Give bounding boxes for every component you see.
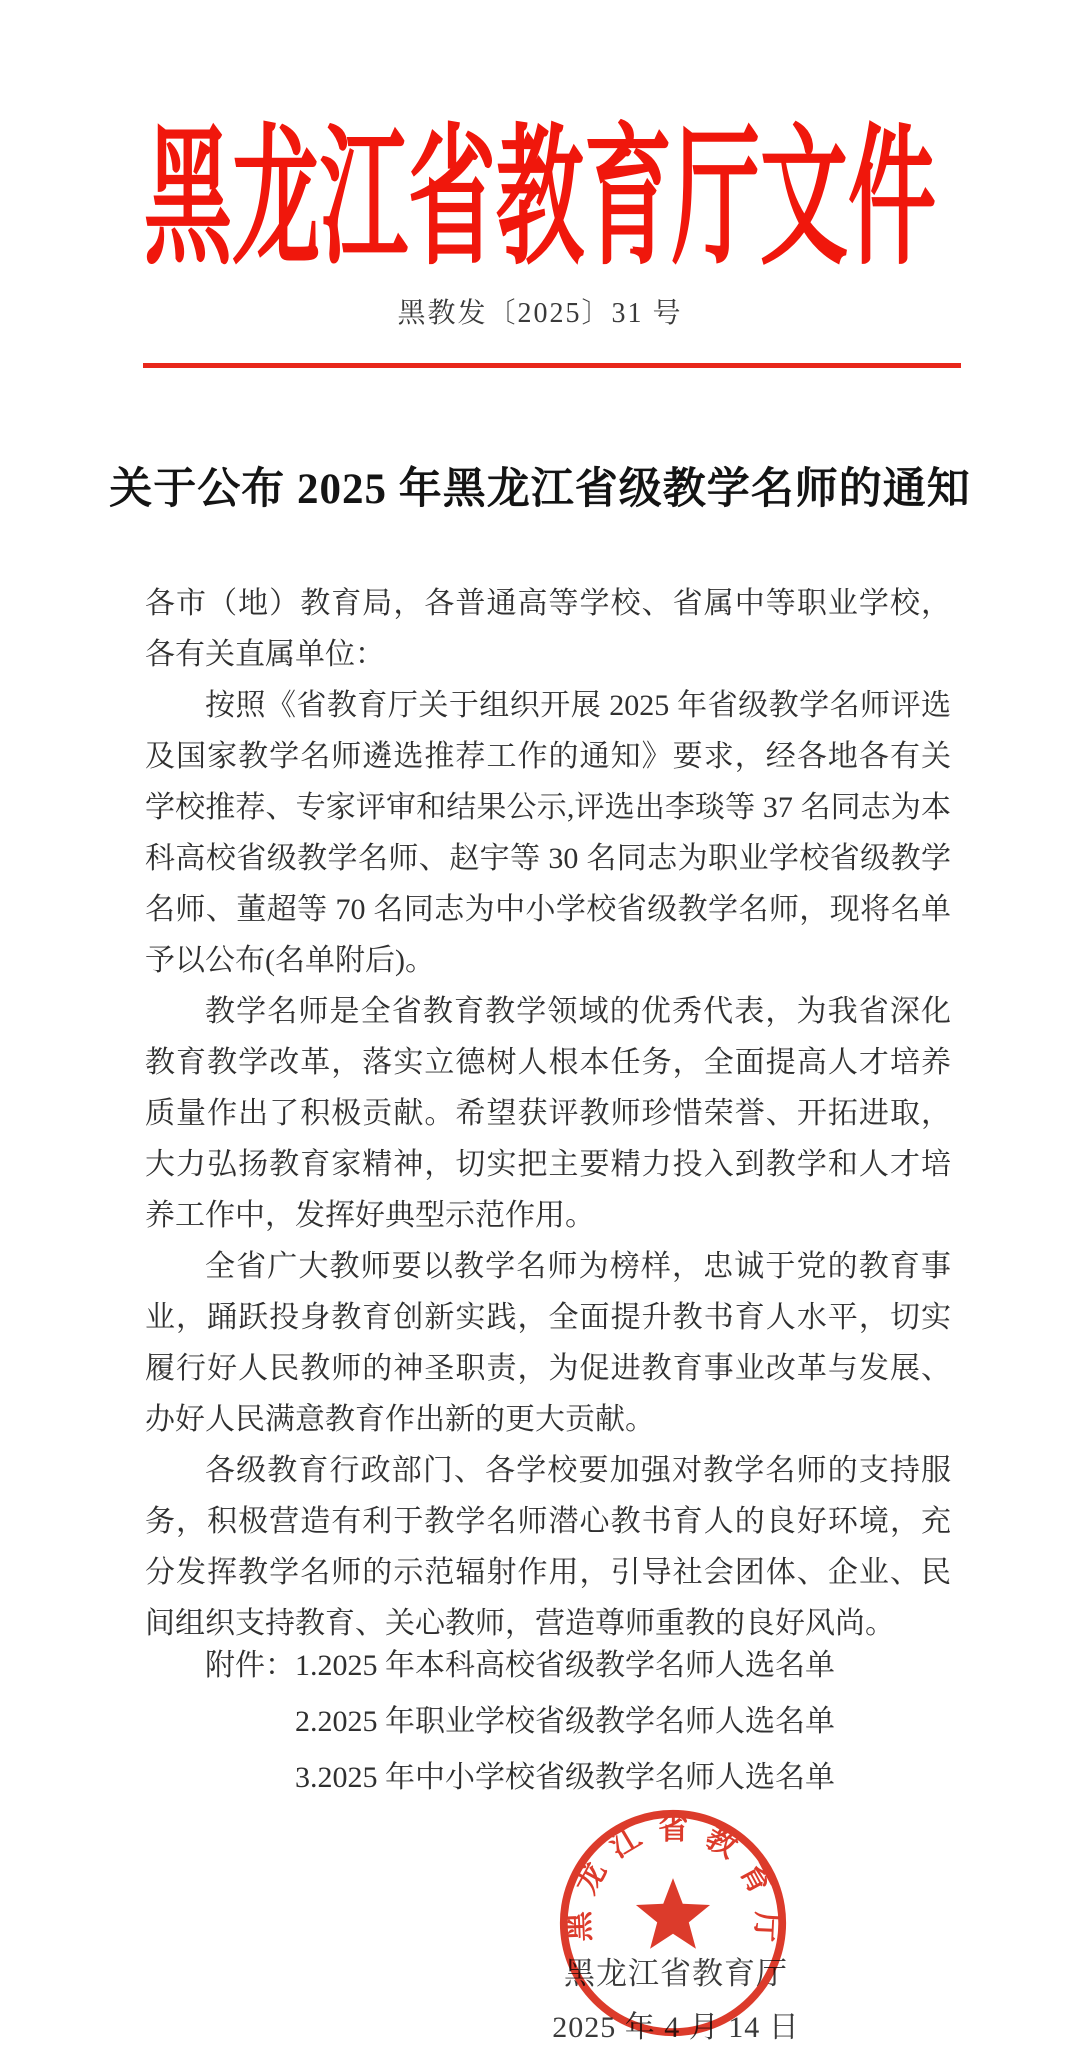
star-icon	[636, 1878, 710, 1949]
attachment-line-1	[205, 1638, 965, 1694]
attachment-item-1: 1.2025 年本科高校省级教学名师人选名单	[295, 1649, 835, 1682]
masthead-divider-rule	[143, 363, 961, 368]
seal-ring-text: 黑龙江省教育厅	[561, 1811, 785, 1943]
doc-number: 黑教发〔2025〕31 号	[397, 298, 683, 329]
doc-title: 关于公布 2025 年黑龙江省级教学名师的通知	[109, 466, 971, 513]
salutation: 各市（地）教育局，各普通高等学校、省属中等职业学校，各有关直属单位：	[145, 587, 951, 671]
attachment-item-2: 2.2025 年职业学校省级教学名师人选名单	[295, 1705, 835, 1738]
doc-body	[145, 578, 951, 1649]
paragraph-1: 按照《省教育厅关于组织开展 2025 年省级教学名师评选及国家教学名师遴选推荐工作的通知》要求，经各地各有关学校推荐、专家评审和结果公示,评选出李琰等 37 名同志为本科高校省级教学名师、赵宇等 30 名同志为职业学校省级教学名师、董超等 70 名同志为中小学校省级教学名师，现将名单予以公布(名单附后)。	[145, 689, 951, 977]
paragraph-4: 各级教育行政部门、各学校要加强对教学名师的支持服务，积极营造有利于教学名师潜心教书育人的良好环境，充分发挥教学名师的示范辐射作用，引导社会团体、企业、民间组织支持教育、关心教师，营造尊师重教的良好风尚。	[145, 1454, 951, 1640]
attachment-item-3: 3.2025 年中小学校省级教学名师人选名单	[295, 1761, 835, 1794]
attachments-list	[205, 1638, 965, 1806]
paragraph-2: 教学名师是全省教育教学领域的优秀代表，为我省深化教育教学改革，落实立德树人根本任务，全面提高人才培养质量作出了积极贡献。希望获评教师珍惜荣誉、开拓进取，大力弘扬教育家精神，切实把主要精力投入到教学和人才培养工作中，发挥好典型示范作用。	[145, 995, 951, 1232]
masthead-title: 黑龙江省教育厅文件	[143, 117, 936, 285]
issuer-signature: 黑龙江省教育厅	[564, 1956, 788, 1991]
attachments-label: 附件：	[205, 1649, 295, 1682]
issue-date: 2025 年 4 月 14 日	[552, 2011, 800, 2044]
paragraph-3: 全省广大教师要以教学名师为榜样，忠诚于党的教育事业，踊跃投身教育创新实践，全面提升教书育人水平，切实履行好人民教师的神圣职责，为促进教育事业改革与发展、办好人民满意教育作出新的更大贡献。	[145, 1250, 951, 1436]
official-seal	[556, 1806, 790, 2040]
